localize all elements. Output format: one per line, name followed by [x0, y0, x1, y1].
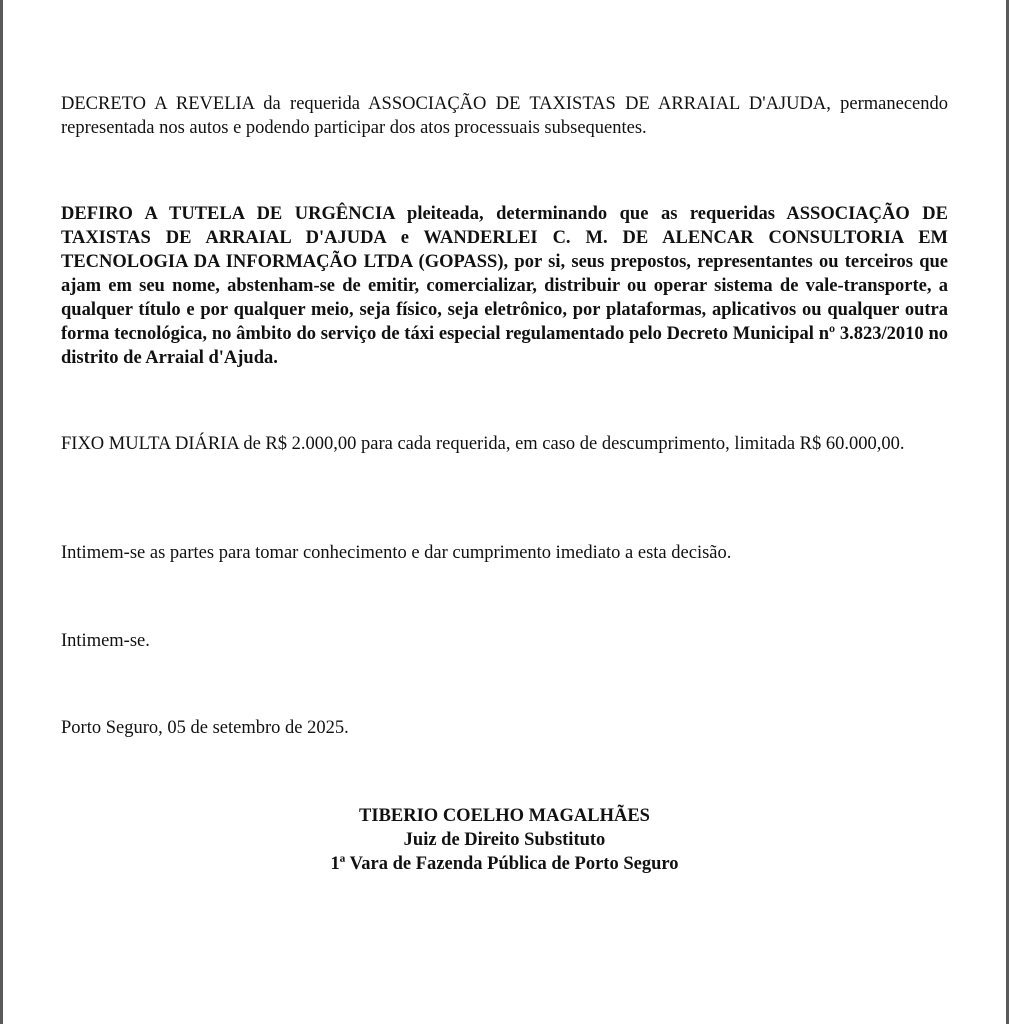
paragraph-tutela-urgencia: DEFIRO A TUTELA DE URGÊNCIA pleiteada, determinando que as requeridas ASSOCIAÇÃO DE TAXISTAS DE ARRAIAL D'AJUDA e WANDERLEI C. M. DE ALENCAR CONSULTORIA EM TECNOLOGIA DA INFORMAÇÃO LTDA (GOPASS), por si, seus prepostos, representantes ou terceiros que ajam em seu nome, abstenham-se de emitir, comercializar, distribuir ou operar sistema de vale-transporte, a qualquer título e por qualquer meio, seja físico, seja eletrônico, por plataformas, aplicativos ou qualquer outra forma tecnológica, no âmbito do serviço de táxi especial regulamentado pelo Decreto Municipal nº 3.823/2010 no distrito de Arraial d'Ajuda. [61, 204, 948, 368]
paragraph-local-data: Porto Seguro, 05 de setembro de 2025. [61, 718, 349, 738]
paragraph-intimem-partes: Intimem-se as partes para tomar conhecimento e dar cumprimento imediato a esta decisão. [61, 543, 732, 563]
signature-block [3, 804, 1006, 876]
paragraph-revelia: DECRETO A REVELIA da requerida ASSOCIAÇÃO DE TAXISTAS DE ARRAIAL D'AJUDA, permanecendo representada nos autos e podendo participar dos atos processuais subsequentes. [61, 94, 948, 138]
paragraph-multa-diaria: FIXO MULTA DIÁRIA de R$ 2.000,00 para cada requerida, em caso de descumprimento, limitada R$ 60.000,00. [61, 434, 905, 454]
paragraph-intimem: Intimem-se. [61, 631, 150, 651]
signature-name: TIBERIO COELHO MAGALHÃES [359, 806, 650, 826]
signature-court: 1ª Vara de Fazenda Pública de Porto Seguro [330, 854, 679, 874]
document-page [3, 0, 1006, 1024]
signature-role: Juiz de Direito Substituto [403, 830, 606, 850]
